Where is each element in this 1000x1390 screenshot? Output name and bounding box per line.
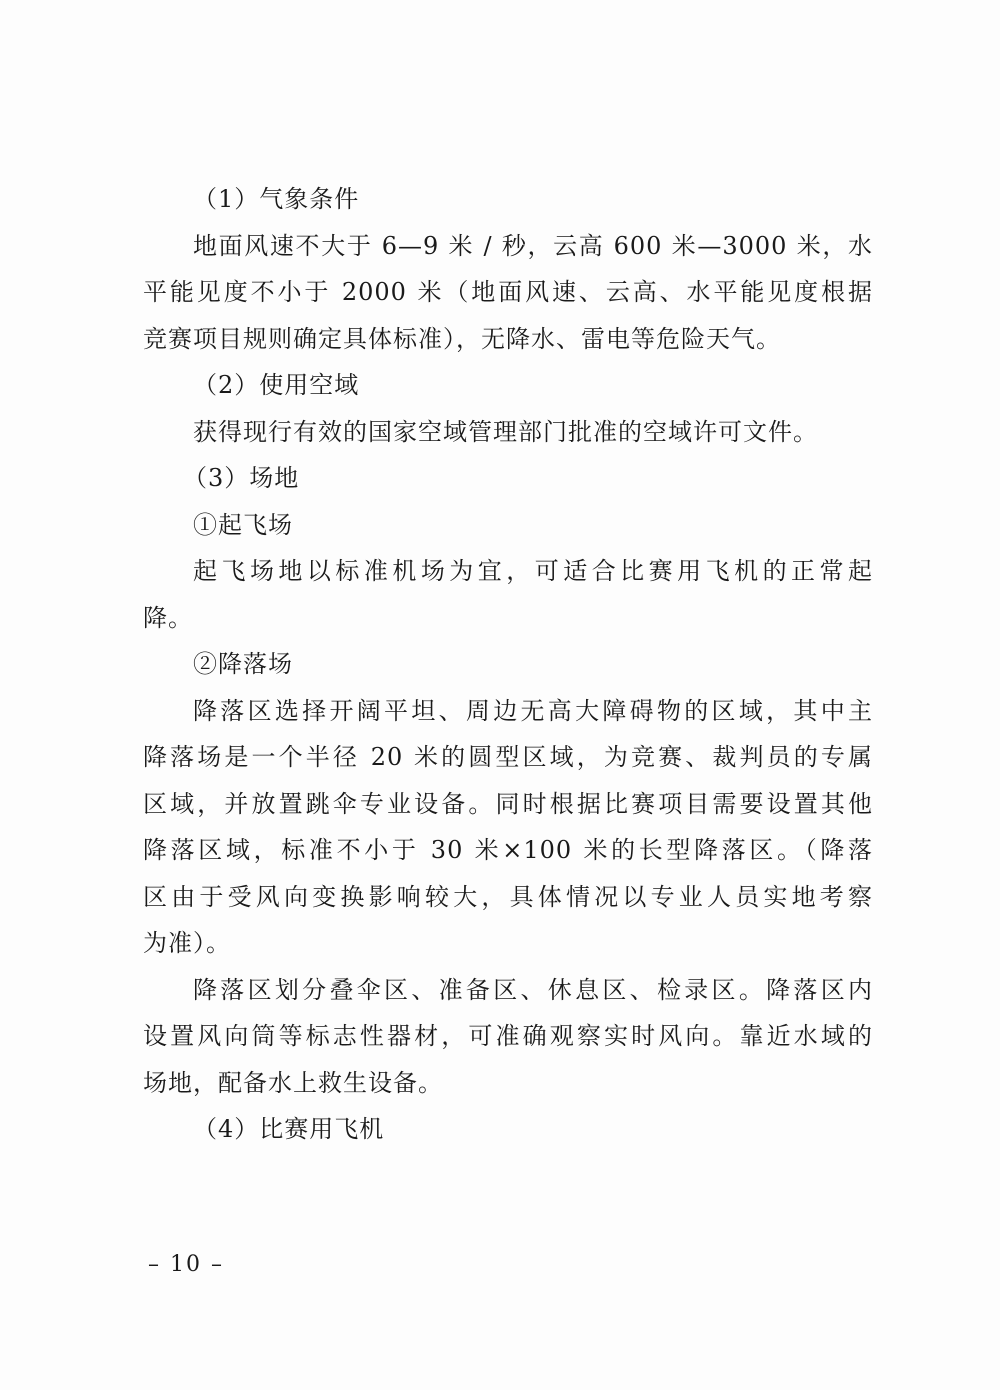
heading-airspace: （2）使用空域 xyxy=(193,371,360,399)
paragraph-line: 降落区域，标准不小于 30 米×100 米的长型降落区。（降落 xyxy=(143,836,873,864)
subheading-landing-field: ②降落场 xyxy=(193,650,293,678)
paragraph-line: 降落区划分叠伞区、准备区、休息区、检录区。降落区内 xyxy=(193,975,873,1004)
paragraph-line: 地面风速不大于 6—9 米 / 秒，云高 600 米—3000 米，水 xyxy=(193,231,873,260)
paragraph-line: 竞赛项目规则确定具体标准），无降水、雷电等危险天气。 xyxy=(143,324,781,353)
heading-venue: （3）场地 xyxy=(183,464,300,492)
heading-weather-conditions: （1）气象条件 xyxy=(193,185,360,213)
paragraph-line: 降。 xyxy=(143,603,193,632)
subheading-takeoff-field: ①起飞场 xyxy=(193,510,293,539)
paragraph-line: 获得现行有效的国家空域管理部门批准的空域许可文件。 xyxy=(193,417,818,446)
paragraph-line: 区由于受风向变换影响较大，具体情况以专业人员实地考察 xyxy=(143,882,873,911)
paragraph-line: 降落场是一个半径 20 米的圆型区域，为竞赛、裁判员的专属 xyxy=(143,743,873,771)
paragraph-line: 起飞场地以标准机场为宜，可适合比赛用飞机的正常起 xyxy=(193,557,873,585)
paragraph-line: 降落区选择开阔平坦、周边无高大障碍物的区域，其中主 xyxy=(193,696,873,725)
page-number: – 10 – xyxy=(148,1252,224,1277)
paragraph-line: 场地，配备水上救生设备。 xyxy=(143,1068,443,1097)
paragraph-line: 区域，并放置跳伞专业设备。同时根据比赛项目需要设置其他 xyxy=(143,789,873,818)
heading-competition-aircraft: （4）比赛用飞机 xyxy=(193,1115,385,1143)
paragraph-line: 为准）。 xyxy=(143,929,231,957)
paragraph-line: 设置风向筒等标志性器材，可准确观察实时风向。靠近水域的 xyxy=(143,1022,873,1050)
paragraph-line: 平能见度不小于 2000 米（地面风速、云高、水平能见度根据 xyxy=(143,278,873,306)
document-body xyxy=(143,176,873,1153)
